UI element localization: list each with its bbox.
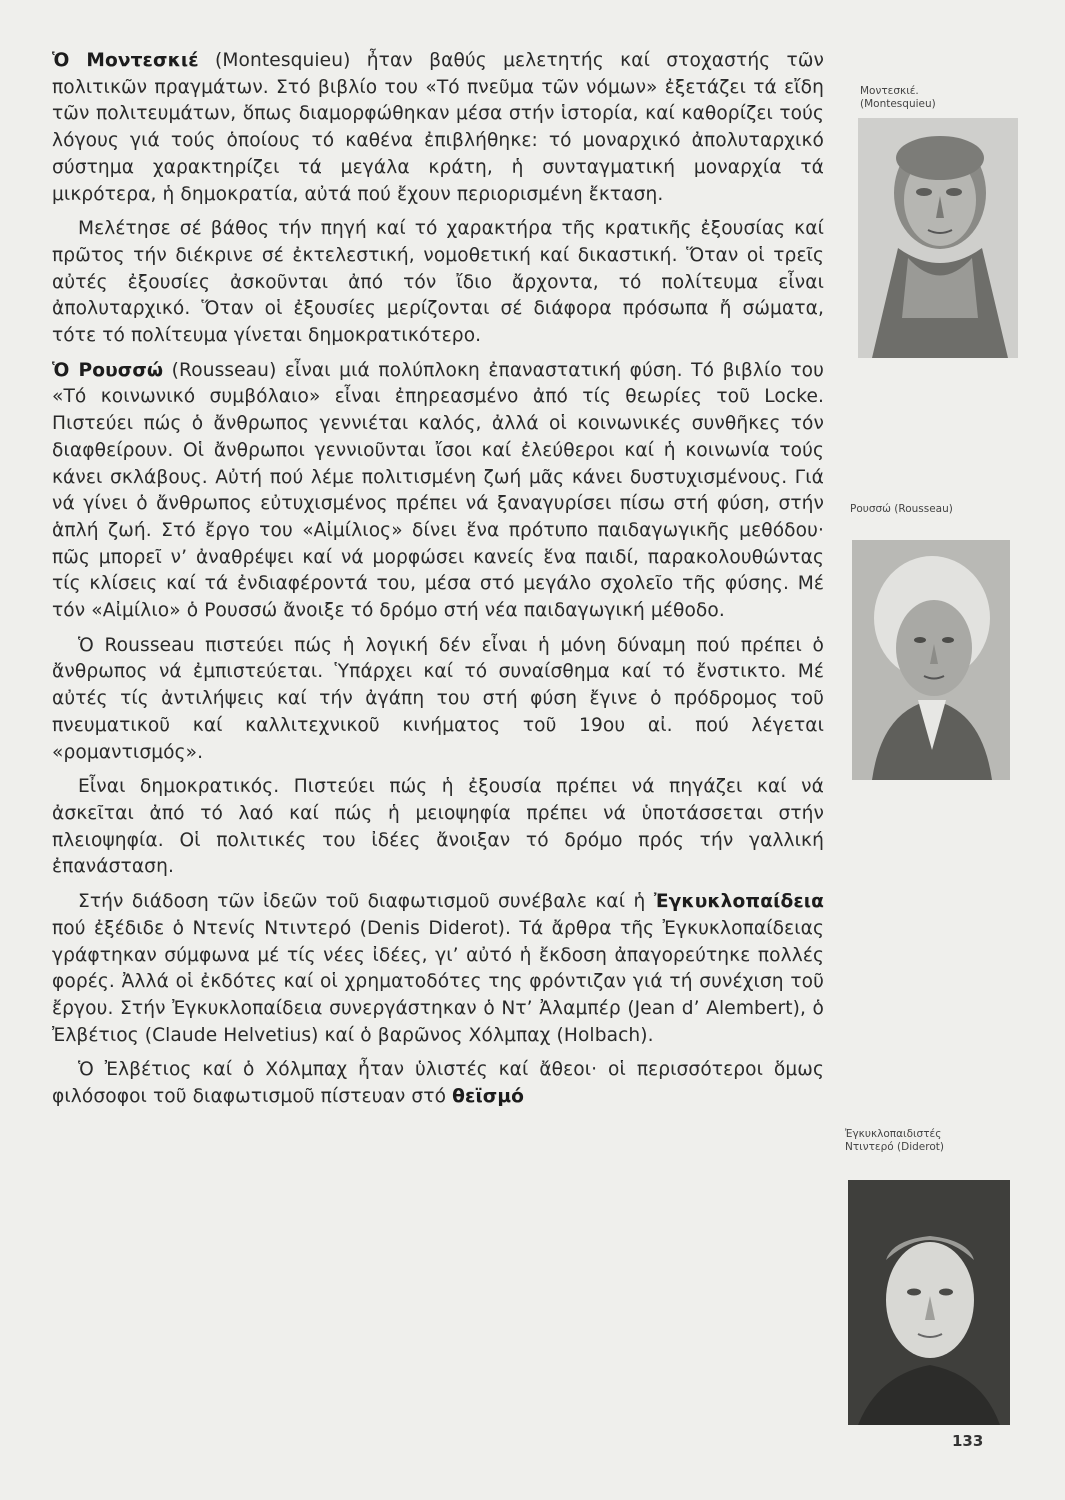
caption-line: Ρουσσώ (Rousseau) [850,503,953,515]
bust-image [858,118,1018,358]
portrait-rousseau [852,540,1010,780]
caption-diderot [845,1128,944,1154]
text-run: (Rousseau) εἶναι μιά πολύπλοκη ἐπαναστατική φύση. Τό βιβλίο του «Τό κοινωνικό συμβόλαιο» εἶναι ἐπηρεασμένο ἀπό τίς θεωρίες τοῦ Locke. Πιστεύει πώς ὁ ἄνθρωπος γεννιέται καλός, ἀλλά οἱ κοινωνικές συνθῆκες τόν διαφθείρουν. Οἱ ἄνθρωποι γεννιοῦνται ἴσοι καί ἐλεύθεροι καί ἡ κοινωνία τούς κάνει σκλάβους. Αὐτή πού λέμε πολιτισμένη ζωή μᾶς κάνει δυστυχισμένους. Γιά νά γίνει ὁ ἄνθρωπος εὐτυχισμένος πρέπει νά ξαναγυρίσει πίσω στή φύση, στήν ἁπλή ζωή. Στό ἔργο του «Αἰμίλιος» δίνει ἕνα πρότυπο παιδαγωγικῆς μεθόδου· πῶς μπορεῖ ν’ ἀναθρέψει καί νά μορφώσει κανείς ἕνα παιδί, παρακολουθώντας τίς κλίσεις καί τά ἐνδιαφέροντά του, μέσα στό μεγάλο σχολεῖο τῆς φύσης. Μέ τόν «Αἰμίλιο» ὁ Ρουσσώ ἄνοιξε τό δρόμο στή νέα παιδαγωγική μέθοδο. [52,359,824,622]
page-number: 133 [952,1432,984,1450]
caption-line: Ντιντερό (Diderot) [845,1141,944,1153]
main-text-column [52,48,824,1119]
paragraph [52,774,824,881]
paragraph [52,216,824,350]
text-run: Μελέτησε σέ βάθος τήν πηγή καί τό χαρακτήρα τῆς κρατικῆς ἐξουσίας καί πρῶτος τήν διέκρινε σέ ἐκτελεστική, νομοθετική καί δικαστική. Ὅταν οἱ τρεῖς αὐτές ἐξουσίες ἀσκοῦνται ἀπό τόν ἴδιο ἄρχοντα, τό πολίτευμα εἶναι ἀπολυταρχικό. Ὅταν οἱ ἐξουσίες μερίζονται σέ διάφορα πρόσωπα ἤ σώματα, τότε τό πολίτευμα γίνεται δημοκρατικότερο. [52,218,824,347]
paragraph [52,358,824,625]
paragraph [52,1057,824,1110]
bold-term: θεϊσμό [452,1086,524,1108]
portrait-diderot [848,1180,1010,1425]
caption-line: Ἐγκυκλοπαιδιστές [845,1128,942,1140]
bold-term: Ἐγκυκλοπαίδεια [653,891,824,913]
caption-line: Μοντεσκιέ. [860,85,919,97]
text-run: πού ἐξέδιδε ὁ Ντενίς Ντιντερό (Denis Diderot). Τά ἄρθρα τῆς Ἐγκυκλοπαίδειας γράφτηκαν σύμφωνα μέ τίς νέες ἰδέες, γι’ αὐτό ἡ ἔκδοση ἀπαγορεύτηκε πολλές φορές. Ἀλλά οἱ ἐκδότες καί οἱ χρηματοδότες της φρόντιζαν γιά τή συνέχιση τοῦ ἔργου. Στήν Ἐγκυκλοπαίδεια συνεργάστηκαν ὁ Ντ’ Ἀλαμπέρ (Jean d’ Alembert), ὁ Ἐλβέτιος (Claude Helvetius) καί ὁ βαρῶνος Χόλμπαχ (Holbach). [52,917,824,1046]
text-run: Στήν διάδοση τῶν ἰδεῶν τοῦ διαφωτισμοῦ συνέβαλε καί ἡ [78,891,654,913]
text-run: Εἶναι δημοκρατικός. Πιστεύει πώς ἡ ἐξουσία πρέπει νά πηγάζει καί νά ἀσκεῖται ἀπό τό λαό καί πώς ἡ μειοψηφία πρέπει νά ὑποτάσσεται στήν πλειοψηφία. Οἱ πολιτικές του ἰδέες ἄνοιξαν τό δρόμο πρός τήν γαλλική ἐπανάσταση. [52,776,824,878]
portrait-montesquieu [858,118,1018,358]
caption-rousseau [850,503,953,516]
bold-term: Ὁ Ρουσσώ [52,359,164,381]
text-run: Ὁ Rousseau πιστεύει πώς ἡ λογική δέν εἶναι ἡ μόνη δύναμη πού πρέπει ὁ ἄνθρωπος νά ἐμπιστεύεται. Ὑπάρχει καί τό συναίσθημα καί τό ἔνστικτο. Μέ αὐτές τίς ἀντιλήψεις καί τήν ἀγάπη του στή φύση ἔγινε ὁ πρόδρομος τοῦ πνευματικοῦ καί καλλιτεχνικοῦ κινήματος τοῦ 19ου αἰ. πού λέγεται «ρομαντισμός». [52,634,824,763]
paragraph [52,48,824,208]
caption-line: (Montesquieu) [860,98,936,110]
rousseau-image [852,540,1010,780]
text-run: Ὁ Ἐλβέτιος καί ὁ Χόλμπαχ ἦταν ὑλιστές καί ἄθεοι· οἱ περισσότεροι ὅμως φιλόσοφοι τοῦ διαφωτισμοῦ πίστευαν στό [52,1059,824,1108]
paragraph [52,633,824,767]
paragraph [52,889,824,1049]
bold-term: Ὁ Μοντεσκιέ [52,50,199,71]
diderot-image [848,1180,1010,1425]
caption-montesquieu [860,85,936,111]
text-run: (Montesquieu) ἦταν βαθύς μελετητής καί στοχαστής τῶν πολιτικῶν πραγμάτων. Στό βιβλίο του «Τό πνεῦμα τῶν νόμων» ἐξετάζει τά εἴδη τῶν πολιτευμάτων, ὅπως διαμορφώθηκαν μέσα στήν ἱστορία, καί καθορίζει τούς λόγους γιά τούς ὁποίους τό καθένα ἐπιβλήθηκε: τό μοναρχικό ἀπολυταρχικό σύστημα χαρακτηρίζει τά μεγάλα κράτη, ἡ συνταγματική μοναρχία τά μικρότερα, ἡ δημοκρατία, αὐτά πού ἔχουν περιορισμένη ἔκταση. [52,50,825,205]
